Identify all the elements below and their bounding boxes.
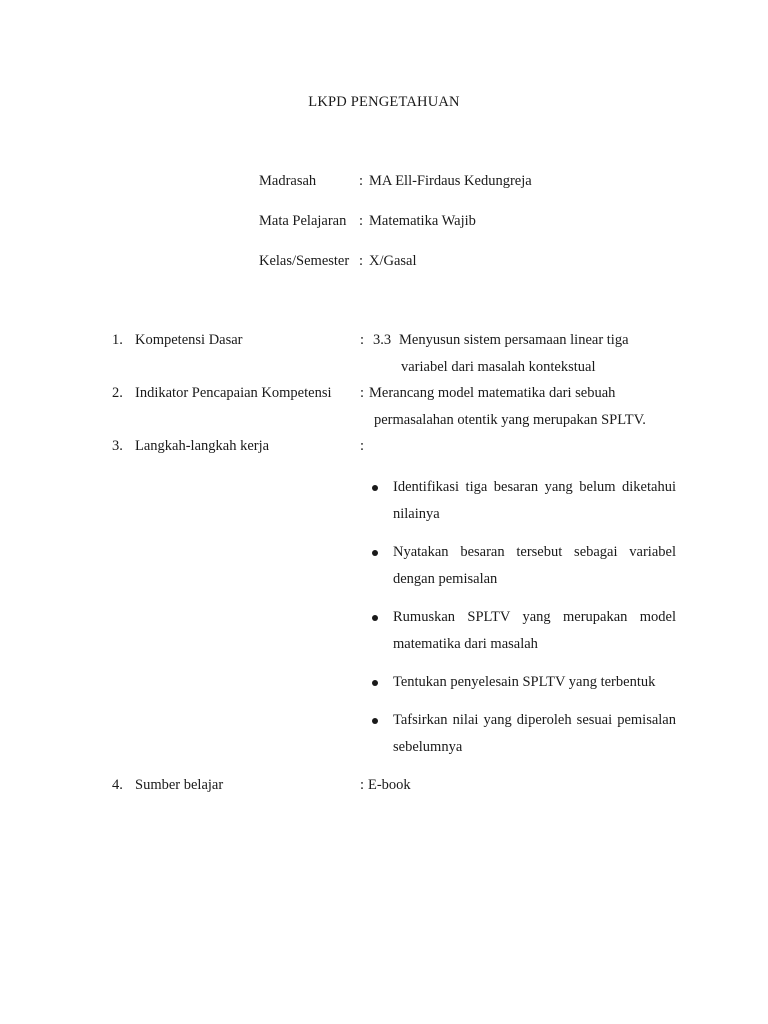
info-value: MA Ell-Firdaus Kedungreja [369, 173, 532, 189]
step-text: Identifikasi tiga besaran yang belum diketahui nilainya [393, 479, 676, 522]
info-label: Mata Pelajaran [259, 213, 347, 229]
item-label: Kompetensi Dasar [135, 332, 243, 348]
info-separator: : [359, 213, 364, 229]
info-row-kelas-semester [259, 251, 417, 271]
kd-code: 3.3 [373, 332, 392, 348]
info-row-madrasah [259, 171, 532, 191]
bullet-icon [372, 485, 378, 491]
bullet-icon [372, 680, 378, 686]
item-label: Langkah-langkah kerja [135, 438, 270, 454]
item-number: 3. [112, 438, 123, 454]
document-title: LKPD PENGETAHUAN [308, 94, 460, 110]
item-colon: : [360, 777, 365, 793]
sumber-value: E-book [368, 777, 411, 793]
item-label: Indikator Pencapaian Kompetensi [135, 385, 332, 401]
bullet-icon [372, 718, 378, 724]
list-item [370, 539, 676, 593]
step-text: Tentukan penyelesain SPLTV yang terbentuk [393, 674, 656, 690]
step-text: Nyatakan besaran tersebut sebagai variabel dengan pemisalan [393, 544, 676, 587]
info-separator: : [359, 253, 364, 269]
list-item [370, 474, 676, 528]
indikator-text-line2: permasalahan otentik yang merupakan SPLTV. [374, 412, 646, 428]
item-colon: : [360, 438, 365, 454]
item-number: 2. [112, 385, 123, 401]
item-label: Sumber belajar [135, 777, 224, 793]
steps-list [370, 474, 676, 772]
info-label: Kelas/Semester [259, 253, 350, 269]
info-value: X/Gasal [369, 253, 417, 269]
kd-text-line2: variabel dari masalah kontekstual [401, 359, 596, 375]
bullet-icon [372, 550, 378, 556]
kd-text-line1: Menyusun sistem persamaan linear tiga [399, 332, 629, 348]
step-text: Tafsirkan nilai yang diperoleh sesuai pemisalan sebelumnya [393, 712, 676, 755]
list-item [370, 604, 676, 658]
info-row-mata-pelajaran [259, 211, 476, 231]
item-colon: : [360, 332, 365, 348]
list-item [370, 707, 676, 761]
info-value: Matematika Wajib [369, 213, 476, 229]
bullet-icon [372, 615, 378, 621]
step-text: Rumuskan SPLTV yang merupakan model matematika dari masalah [393, 609, 676, 652]
item-number: 1. [112, 332, 123, 348]
item-colon: : [360, 385, 365, 401]
list-item [370, 669, 676, 696]
item-number: 4. [112, 777, 123, 793]
indikator-text-line1: Merancang model matematika dari sebuah [369, 385, 616, 401]
info-separator: : [359, 173, 364, 189]
info-label: Madrasah [259, 173, 317, 189]
